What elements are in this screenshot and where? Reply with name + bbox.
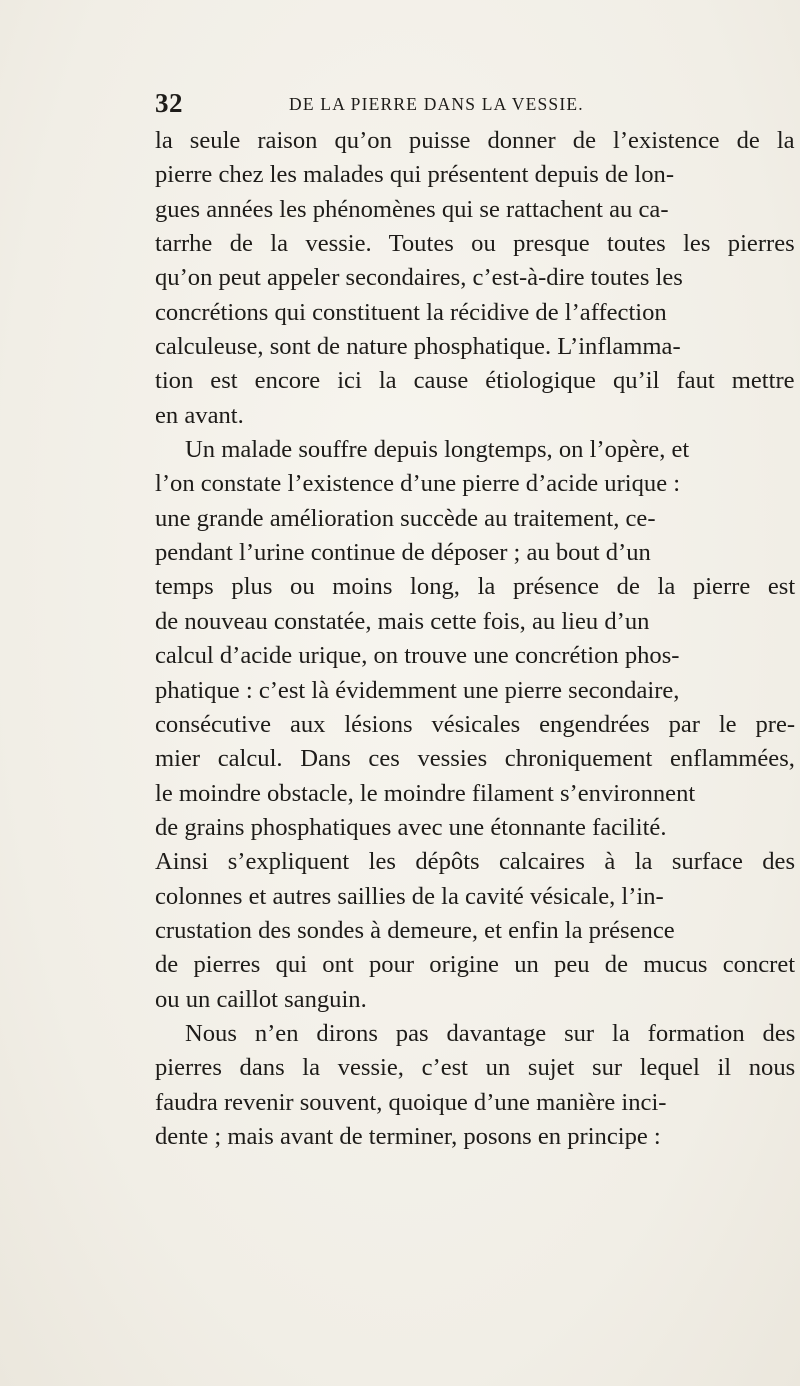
text-line: consécutive aux lésions vésicales engendrées par le pre- — [155, 710, 796, 738]
text-line: de pierres qui ont pour origine un peu de mucus concret — [155, 951, 796, 979]
text-line: de nouveau constatée, mais cette fois, au lieu d’un — [155, 607, 650, 635]
text-line: concrétions qui constituent la récidive de l’affection — [155, 298, 667, 326]
text-line: temps plus ou moins long, la présence de la pierre est — [155, 573, 796, 601]
page-header — [155, 88, 775, 118]
text-line: l’on constate l’existence d’une pierre d’acide urique : — [155, 470, 681, 498]
text-line: une grande amélioration succède au traitement, ce- — [155, 504, 656, 532]
text-line: colonnes et autres saillies de la cavité vésicale, l’in- — [155, 882, 664, 910]
text-line: tion est encore ici la cause étiologique qu’il faut mettre — [155, 367, 795, 395]
text-line: en avant. — [155, 401, 244, 429]
text-line: la seule raison qu’on puisse donner de l’existence de la — [155, 127, 795, 154]
text-line: pierre chez les malades qui présentent depuis de lon- — [155, 161, 675, 189]
text-line: Ainsi s’expliquent les dépôts calcaires à la surface des — [155, 848, 796, 876]
text-line: Un malade souffre depuis longtemps, on l’opère, et — [185, 436, 690, 464]
page-number: 32 — [155, 88, 183, 118]
text-line: calculeuse, sont de nature phosphatique. L’inflamma- — [155, 333, 681, 361]
text-line: qu’on peut appeler secondaires, c’est-à-dire toutes les — [155, 264, 683, 292]
text-line: pendant l’urine continue de déposer ; au bout d’un — [155, 539, 651, 567]
text-line: gues années les phénomènes qui se rattachent au ca- — [155, 195, 669, 223]
text-line: de grains phosphatiques avec une étonnante facilité. — [155, 813, 667, 841]
running-head: DE LA PIERRE DANS LA VESSIE. — [289, 94, 584, 114]
text-line: faudra revenir souvent, quoique d’une manière inci- — [155, 1088, 667, 1116]
text-line: ou un caillot sanguin. — [155, 985, 367, 1013]
text-line: phatique : c’est là évidemment une pierre secondaire, — [155, 676, 680, 704]
text-line: Nous n’en dirons pas davantage sur la formation des — [185, 1019, 796, 1047]
body-text — [155, 124, 795, 1154]
text-line: mier calcul. Dans ces vessies chroniquement enflammées, — [155, 745, 795, 773]
text-line: calcul d’acide urique, on trouve une concrétion phos- — [155, 642, 680, 670]
text-line: pierres dans la vessie, c’est un sujet sur lequel il nous — [155, 1054, 796, 1082]
text-line: dente ; mais avant de terminer, posons en principe : — [155, 1122, 661, 1150]
text-line: crustation des sondes à demeure, et enfin la présence — [155, 916, 675, 944]
text-line: tarrhe de la vessie. Toutes ou presque toutes les pierres — [155, 230, 795, 258]
text-line: le moindre obstacle, le moindre filament s’environnent — [155, 779, 696, 807]
